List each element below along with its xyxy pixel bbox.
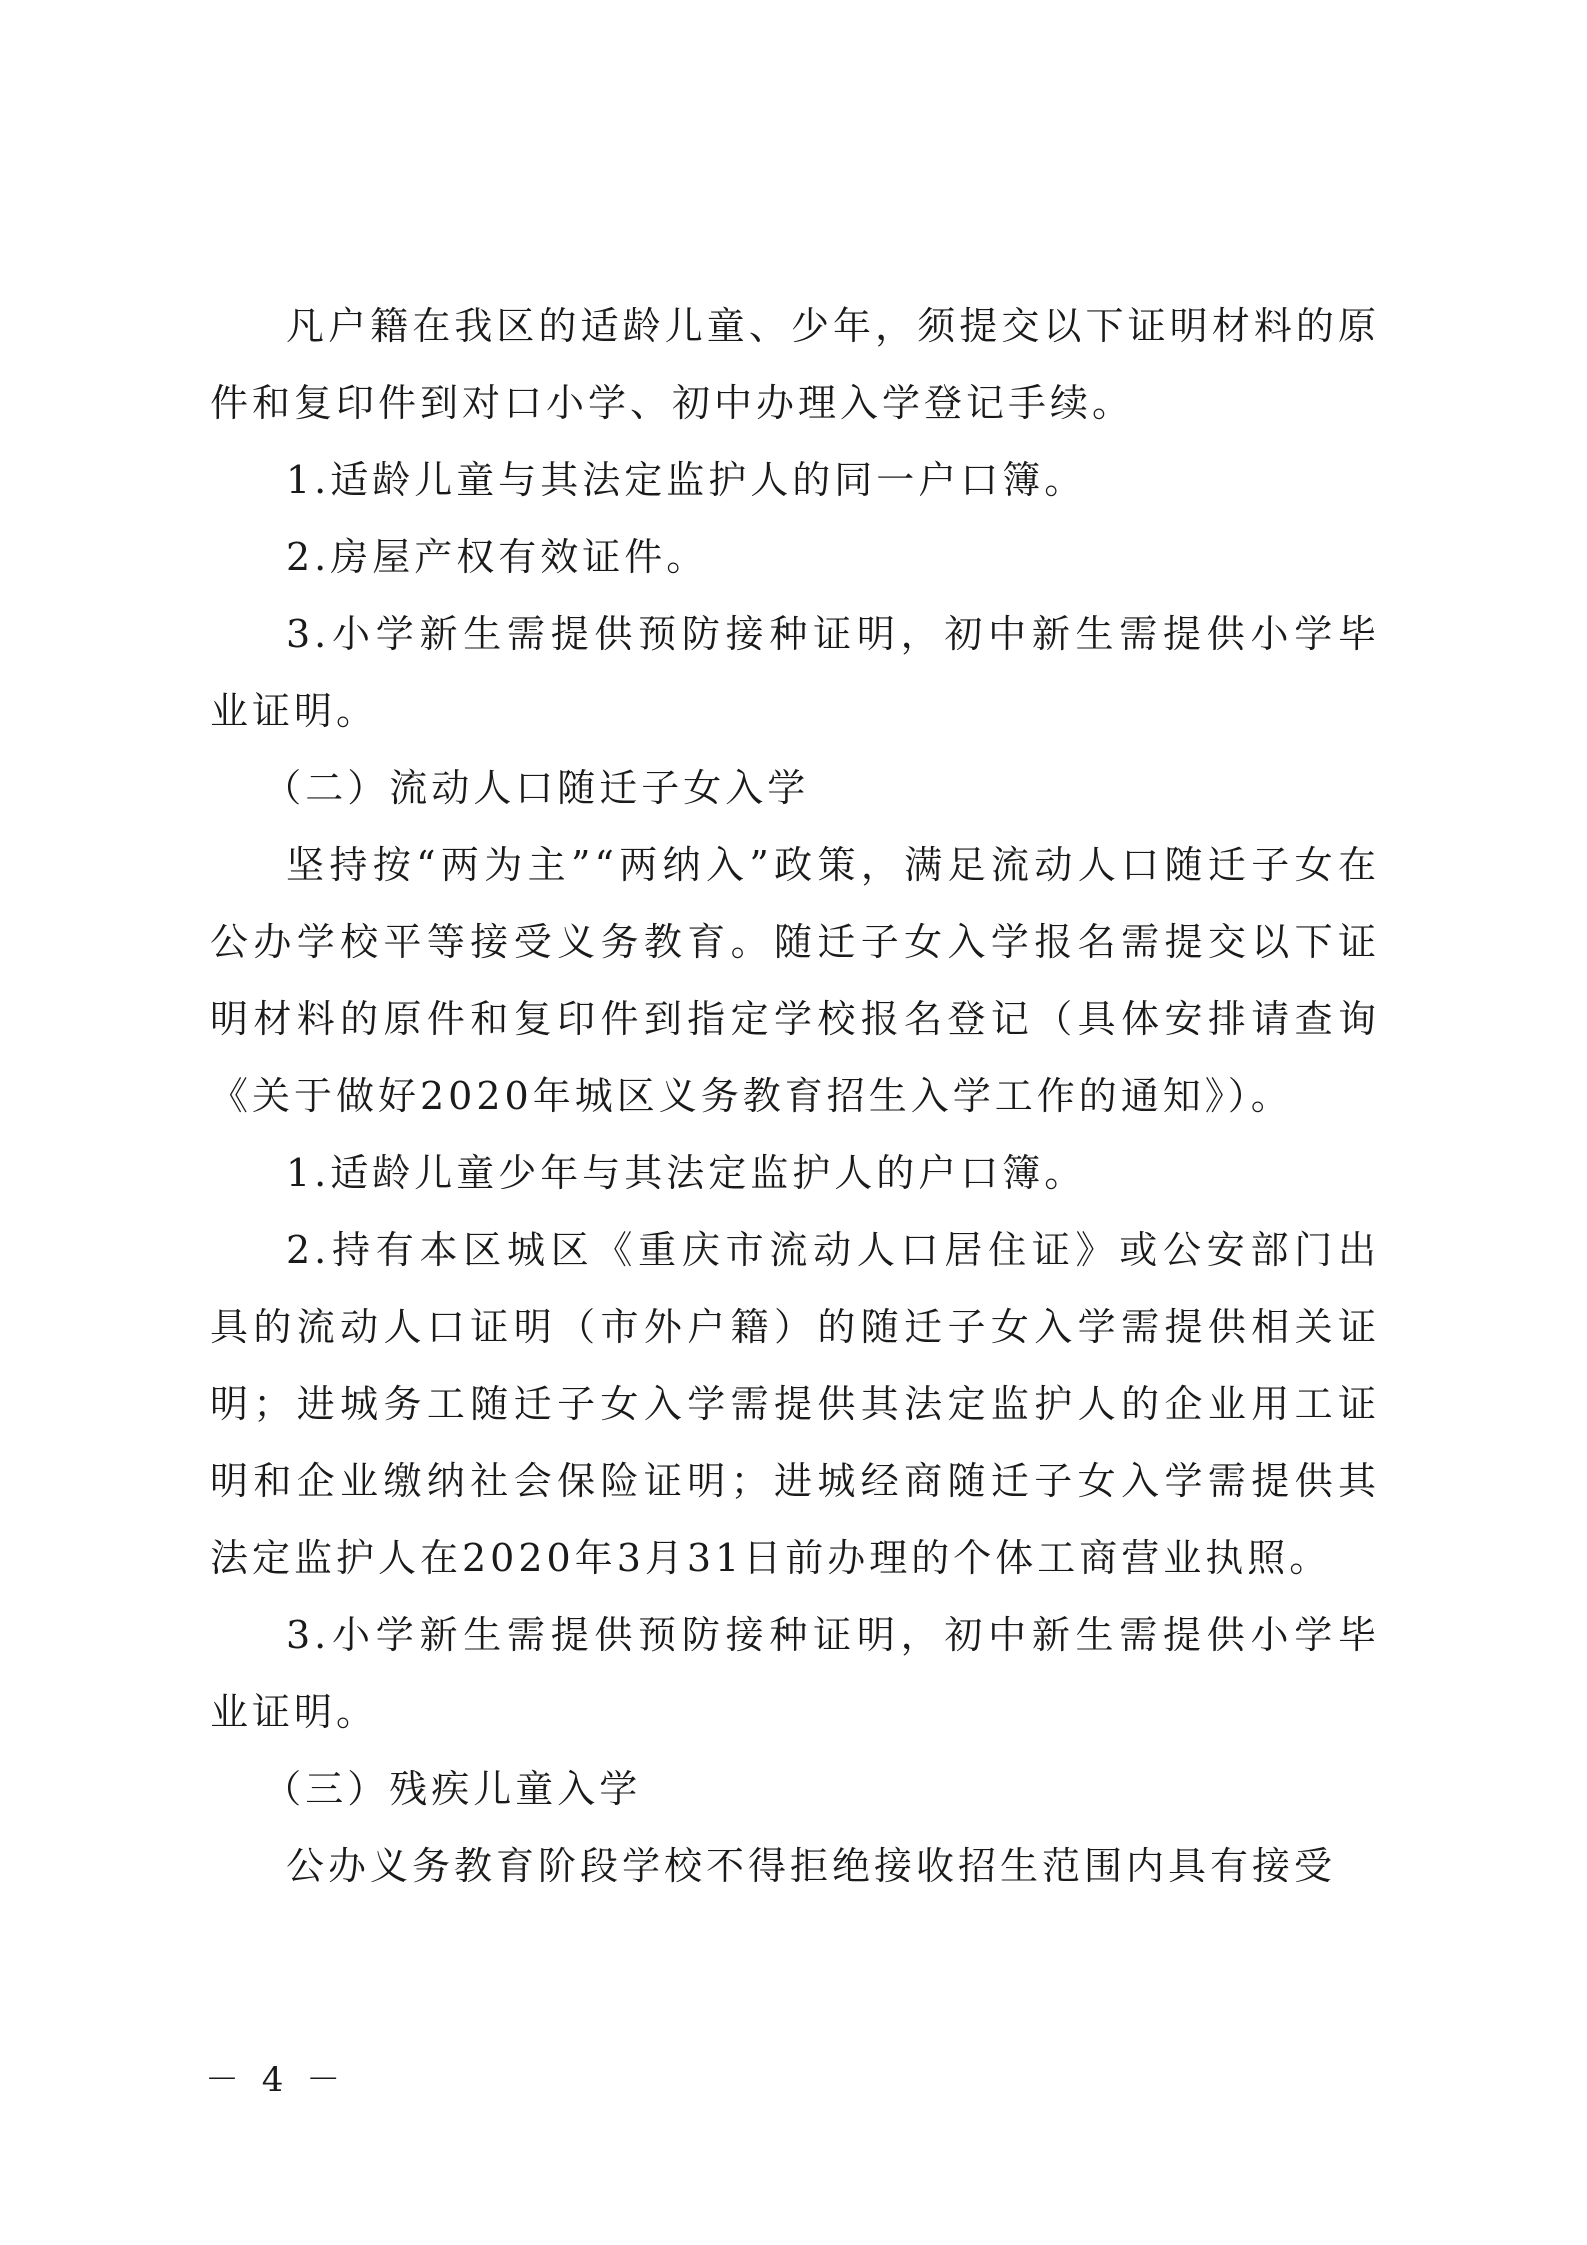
section-heading-migrant-children: （二）流动人口随迁子女入学 [263, 766, 810, 810]
paragraph-local-item-1: 1.适龄儿童与其法定监护人的同一户口簿。 [286, 458, 1087, 502]
paragraph-local-item-2: 2.房屋产权有效证件。 [286, 535, 709, 579]
paragraph-disabled-intro: 公办义务教育阶段学校不得拒绝接收招生范围内具有接受 [286, 1844, 1337, 1888]
paragraph-migrant-item-2: 2.持有本区城区《重庆市流动人口居住证》或公安部门出具的流动人口证明（市外户籍）的随迁子女入学需提供相关证明；进城务工随迁子女入学需提供其法定监护人的企业用工证明和企业缴纳社会保险证明；进城经商随迁子女入学需提供其法定监护人在2020年3月31日前办理的个体工商营业执照。 [210, 1228, 1380, 1580]
paragraph-local-item-3: 3.小学新生需提供预防接种证明，初中新生需提供小学毕业证明。 [210, 612, 1380, 733]
paragraph-migrant-item-1: 1.适龄儿童少年与其法定监护人的户口簿。 [286, 1151, 1087, 1195]
document-body [210, 288, 1380, 1905]
page-number: － 4 － [205, 2060, 347, 2100]
paragraph-local-household-intro: 凡户籍在我区的适龄儿童、少年，须提交以下证明材料的原件和复印件到对口小学、初中办理入学登记手续。 [210, 304, 1380, 425]
paragraph-migrant-intro: 坚持按“两为主”“两纳入”政策，满足流动人口随迁子女在公办学校平等接受义务教育。随迁子女入学报名需提交以下证明材料的原件和复印件到指定学校报名登记（具体安排请查询《关于做好2020年城区义务教育招生入学工作的通知》）。 [210, 843, 1380, 1118]
section-heading-disabled-children: （三）残疾儿童入学 [263, 1767, 642, 1811]
paragraph-migrant-item-3: 3.小学新生需提供预防接种证明，初中新生需提供小学毕业证明。 [210, 1613, 1380, 1734]
